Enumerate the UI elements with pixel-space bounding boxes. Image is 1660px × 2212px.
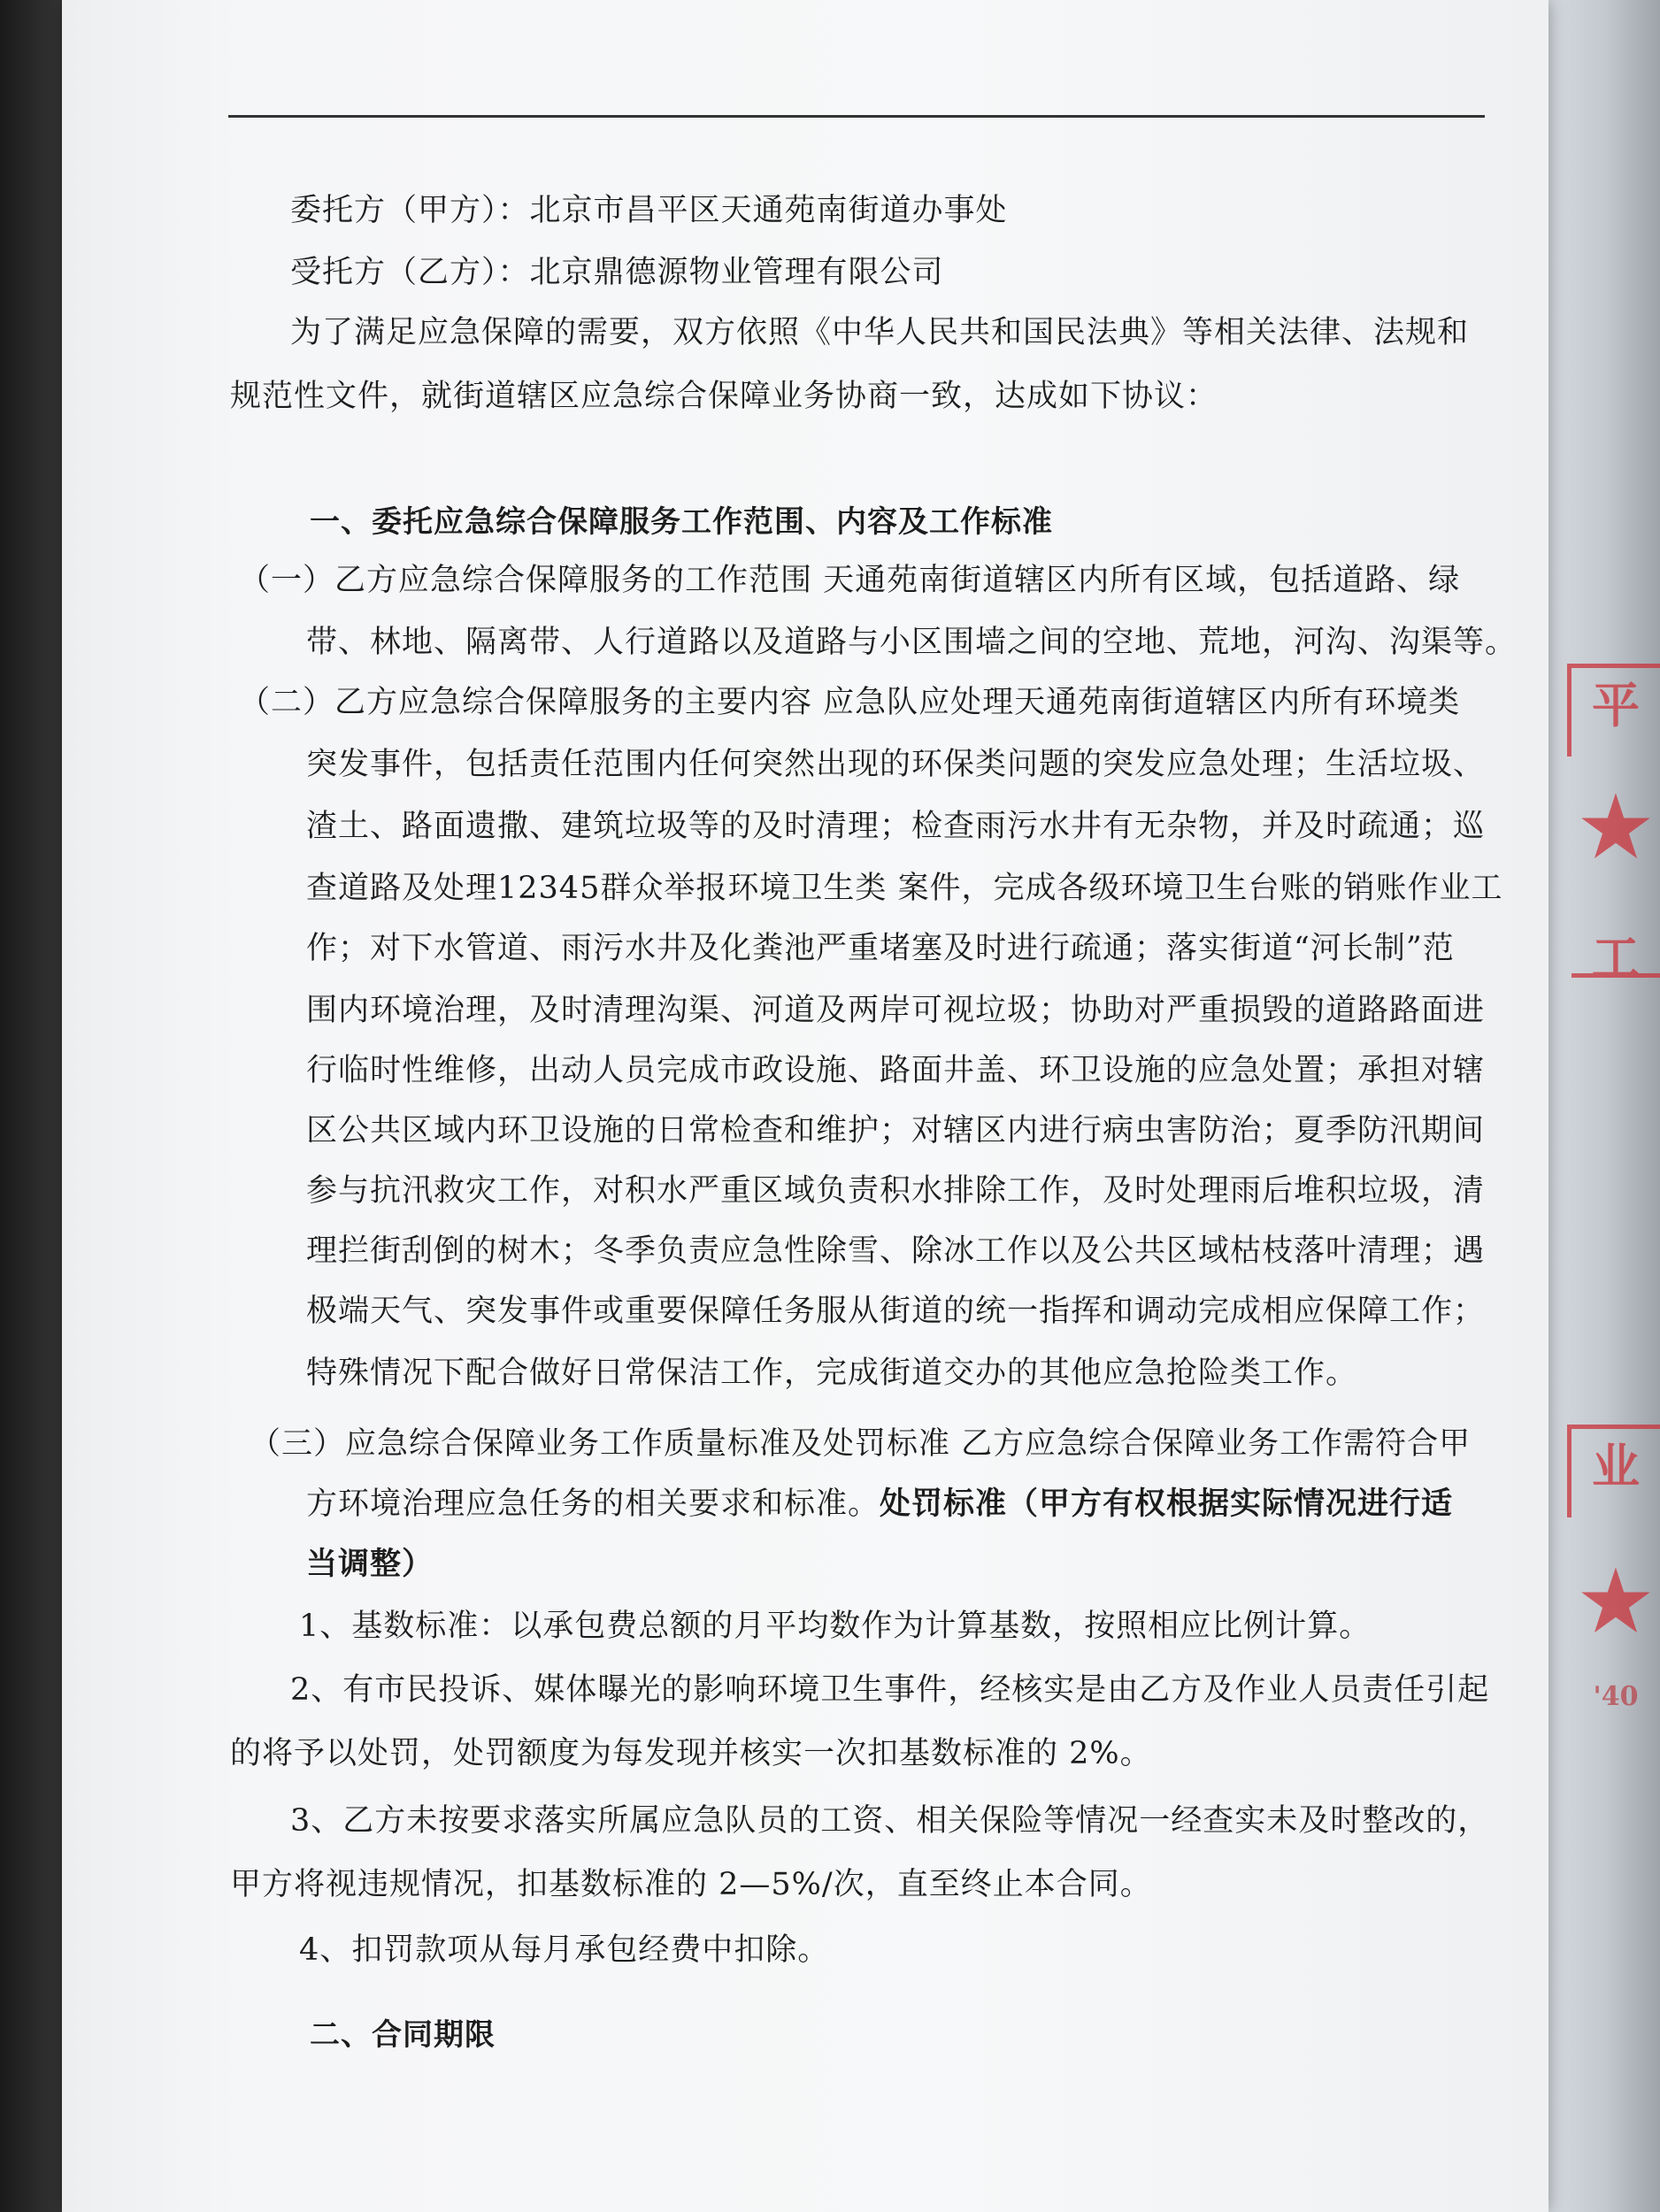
- item-2-line: 理拦街刮倒的树木；冬季负责应急性除雪、除冰工作以及公共区域枯枝落叶清理；遇: [306, 1233, 1486, 1269]
- penalty-item: 甲方将视违规情况，扣基数标准的 2—5%/次，直至终止本合同。: [230, 1867, 1152, 1902]
- item-2-line: 参与抗汛救灾工作，对积水严重区域负责积水排除工作，及时处理雨后堆积垃圾，清: [306, 1173, 1486, 1209]
- penalty-item: 2、有市民投诉、媒体曝光的影响环境卫生事件，经核实是由乙方及作业人员责任引起: [290, 1672, 1490, 1708]
- penalty-item: 3、乙方未按要求落实所属应急队员的工资、相关保险等情况一经查实未及时整改的，: [290, 1803, 1490, 1839]
- item-2-line: 作；对下水管道、雨污水井及化粪池严重堵塞及时进行疏通；落实街道“河长制”范: [306, 931, 1455, 966]
- item-2-line: 渣土、路面遗撒、建筑垃圾等的及时清理；检查雨污水井有无杂物，并及时疏通；巡: [306, 809, 1486, 844]
- preamble-line: 为了满足应急保障的需要，双方依照《中华人民共和国民法典》等相关法律、法规和: [290, 315, 1470, 350]
- item-1-line: 带、林地、隔离带、人行道路以及道路与小区围墙之间的空地、荒地，河沟、沟渠等。: [306, 625, 1518, 660]
- table-surface-right: [1536, 0, 1660, 2212]
- penalty-standard-heading: 当调整）: [306, 1546, 434, 1582]
- item-2-line: 区公共区域内环卫设施的日常检查和维护；对辖区内进行病虫害防治；夏季防汛期间: [306, 1113, 1486, 1148]
- entrusting-party: 委托方（甲方）：北京市昌平区天通苑南街道办事处: [290, 193, 1008, 228]
- contract-page: [62, 0, 1549, 2212]
- item-3-line: （三）应急综合保障业务工作质量标准及处罚标准 乙方应急综合保障业务工作需符合甲: [250, 1426, 1472, 1462]
- red-seal-star-icon: ★: [1579, 1555, 1652, 1648]
- red-seal-star-icon: ★: [1579, 780, 1652, 874]
- item-2-line: （二）乙方应急综合保障服务的主要内容 应急队应处理天通苑南街道辖区内所有环境类: [239, 685, 1461, 720]
- entrusted-party: 受托方（乙方）：北京鼎德源物业管理有限公司: [290, 255, 944, 290]
- penalty-item: 1、基数标准：以承包费总额的月平均数作为计算基数，按照相应比例计算。: [299, 1609, 1372, 1644]
- item-2-line: 突发事件，包括责任范围内任何突然出现的环保类问题的突发应急处理；生活垃圾、: [306, 747, 1486, 782]
- red-seal-fragment: 平: [1567, 664, 1660, 757]
- red-seal-fragment: 工: [1572, 920, 1660, 978]
- penalty-standard-heading: 处罚标准（甲方有权根据实际情况进行适: [880, 1486, 1454, 1522]
- section-2-heading: 二、合同期限: [310, 2017, 496, 2053]
- red-seal-fragment: 业: [1567, 1425, 1660, 1517]
- penalty-item: 的将予以处罚，处罚额度为每发现并核实一次扣基数标准的 2%。: [230, 1736, 1152, 1771]
- item-1-line: （一）乙方应急综合保障服务的工作范围 天通苑南街道辖区内所有区域，包括道路、绿: [239, 563, 1461, 598]
- penalty-item: 4、扣罚款项从每月承包经费中扣除。: [299, 1932, 830, 1968]
- item-3-text: 方环境治理应急任务的相关要求和标准。: [306, 1486, 880, 1522]
- preamble-line: 规范性文件，就街道辖区应急综合保障业务协商一致，达成如下协议：: [230, 379, 1218, 414]
- item-2-line: 围内环境治理，及时清理沟渠、河道及两岸可视垃圾；协助对严重损毁的道路路面进: [306, 993, 1486, 1028]
- item-2-line: 行临时性维修，出动人员完成市政设施、路面井盖、环卫设施的应急处置；承担对辖: [306, 1053, 1486, 1088]
- item-2-line: 特殊情况下配合做好日常保洁工作，完成街道交办的其他应急抢险类工作。: [306, 1356, 1358, 1391]
- header-rule: [228, 115, 1485, 118]
- item-2-line: 查道路及处理12345群众举报环境卫生类 案件，完成各级环境卫生台账的销账作业工: [306, 871, 1503, 906]
- item-2-line: 极端天气、突发事件或重要保障任务服从街道的统一指挥和调动完成相应保障工作；: [306, 1294, 1486, 1329]
- red-seal-fragment: '40: [1593, 1681, 1639, 1712]
- section-1-heading: 一、委托应急综合保障服务工作范围、内容及工作标准: [310, 504, 1053, 540]
- item-3-line: [306, 1483, 1453, 1525]
